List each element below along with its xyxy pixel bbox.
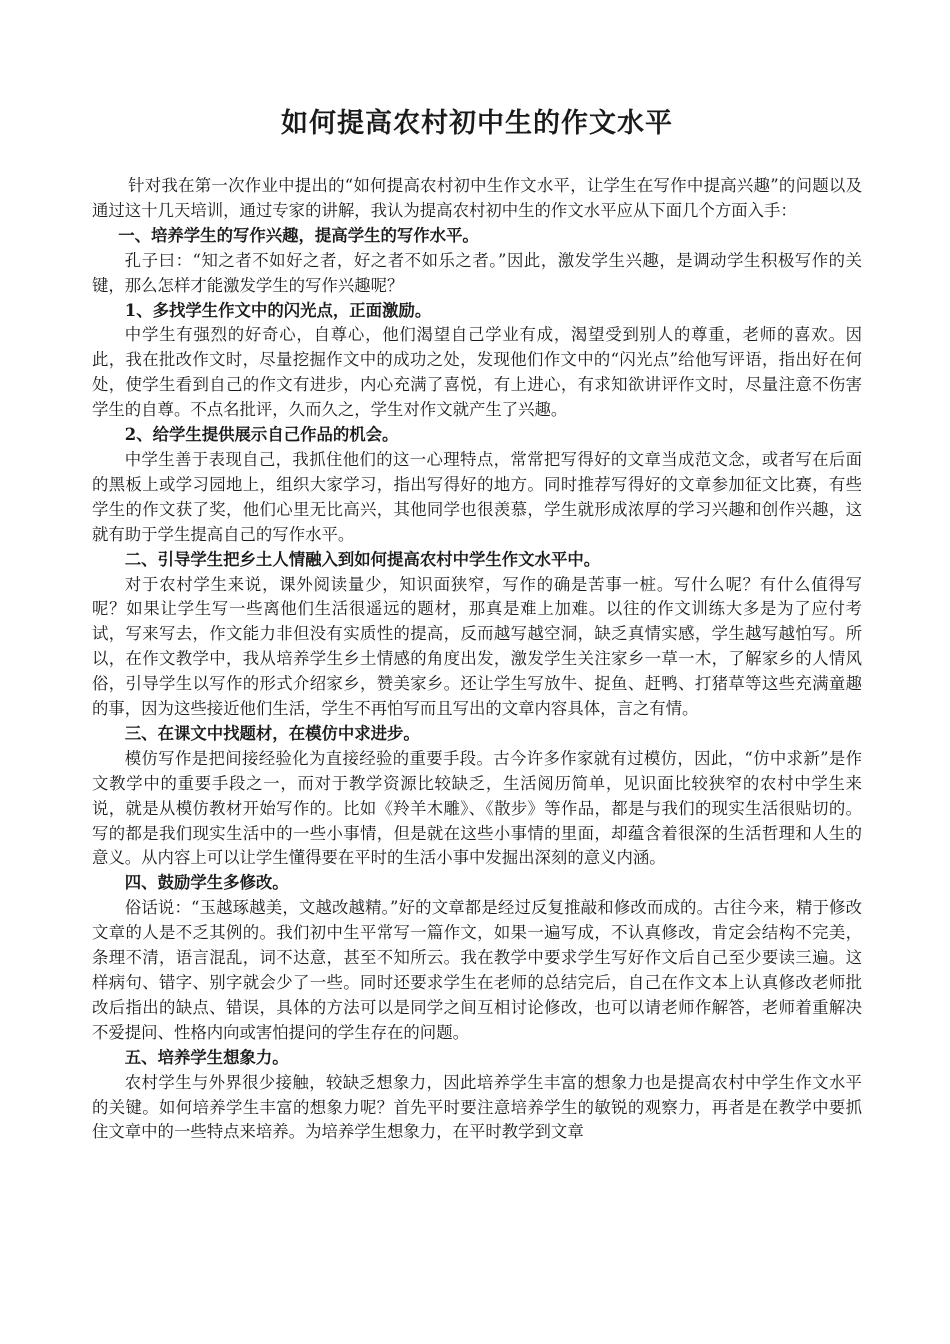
intro-paragraph: 针对我在第一次作业中提出的“如何提高农村初中生作文水平，让学生在写作中提高兴趣”的问题以及通过这十几天培训，通过专家的讲解，我认为提高农村初中生的作文水平应从下面几个方面入手： <box>92 176 862 220</box>
section-heading-2: 二、引导学生把乡土人情融入到如何提高农村中学生作文水平中。 <box>124 549 601 569</box>
section-heading-5: 五、培养学生想象力。 <box>124 1047 289 1067</box>
subsection-heading-1-2: 2、给学生提供展示自己作品的机会。 <box>124 425 399 445</box>
section-heading-1: 一、培养学生的写作兴趣，提高学生的写作水平。 <box>118 225 479 245</box>
section-4-paragraph: 俗话说：“玉越琢越美，文越改越精。”好的文章都是经过反复推敲和修改而成的。古往今来，精于修改文章的人是不乏其例的。我们初中生平常写一篇作文，如果一遍写成，不认真修改，肯定会结构不完美，条理不清，语言混乱，词不达意，甚至不知所云。我在教学中要求学生写好作文后自己至少要读三遍。这样病句、错字、别字就会少了一些。同时还要求学生在老师的总结完后，自己在作文本上认真修改老师批改后指出的缺点、错误，具体的方法可以是同学之间互相讨论修改，也可以请老师作解答，老师着重解决不爱提问、性格内向或害怕提问的学生存在的问题。 <box>92 898 862 1042</box>
section-2-paragraph: 对于农村学生来说，课外阅读量少，知识面狭窄，写作的确是苦事一桩。写什么呢？有什么值得写呢？如果让学生写一些离他们生活很遥远的题材，那真是难上加难。以往的作文训练大多是为了应付考试，写来写去，作文能力非但没有实质性的提高，反而越写越空洞，缺乏真情实感，学生越写越怕写。所以，在作文教学中，我从培养学生乡土情感的角度出发，激发学生关注家乡一草一木，了解家乡的人情风俗，引导学生以写作的形式介绍家乡，赞美家乡。还让学生写放牛、捉鱼、赶鸭、打猪草等这些充满童趣的事，因为这些接近他们生活，学生不再怕写而且写出的文章内容具体，言之有情。 <box>92 574 862 719</box>
section-3-paragraph: 模仿写作是把间接经验化为直接经验的重要手段。古今许多作家就有过模仿，因此，“仿中求新”是作文教学中的重要手段之一，而对于教学资源比较缺乏，生活阅历简单，见识面比较狭窄的农村中学生来说，就是从模仿教材开始写作的。比如《羚羊木雕》、《散步》等作品，都是与我们的现实生活很贴切的。写的都是我们现实生活中的一些小事情，但是就在这些小事情的里面，却蕴含着很深的生活哲理和人生的意义。从内容上可以让学生懂得要在平时的生活小事中发掘出深刻的意义内涵。 <box>92 748 862 868</box>
subsection-1-2-paragraph: 中学生善于表现自己，我抓住他们的这一心理特点，常常把写得好的文章当成范文念，或者写在后面的黑板上或学习园地上，组织大家学习，指出写得好的地方。同时推荐写得好的文章参加征文比赛，有些学生的作文获了奖，他们心里无比高兴，其他同学也很羡慕，学生就形成浓厚的学习兴趣和创作兴趣，这就有助于学生提高自己的写作水平。 <box>92 449 862 544</box>
document-body <box>92 174 862 1145</box>
subsection-heading-1-1: 1、多找学生作文中的闪光点，正面激励。 <box>124 300 432 320</box>
document-title: 如何提高农村初中生的作文水平 <box>281 108 673 139</box>
section-5-paragraph: 农村学生与外界很少接触，较缺乏想象力，因此培养学生丰富的想象力也是提高农村中学生作文水平的关键。如何培养学生丰富的想象力呢？首先平时要注意培养学生的敏锐的观察力，再者是在教学中要抓住文章中的一些特点来培养。为培养学生想象力，在平时教学到文章 <box>92 1072 862 1142</box>
section-1-paragraph: 孔子曰：“知之者不如好之者，好之者不如乐之者。”因此，激发学生兴趣，是调动学生积极写作的关键，那么怎样才能激发学生的写作兴趣呢？ <box>92 250 862 295</box>
section-heading-3: 三、在课文中找题材，在模仿中求进步。 <box>124 723 420 743</box>
section-heading-4: 四、鼓励学生多修改。 <box>124 873 289 893</box>
subsection-1-1-paragraph: 中学生有强烈的好奇心，自尊心，他们渴望自己学业有成，渴望受到别人的尊重，老师的喜欢。因此，我在批改作文时，尽量挖掘作文中的成功之处，发现他们作文中的“闪光点”给他写评语，指出好在何处，使学生看到自己的作文有进步，内心充满了喜悦，有上进心，有求知欲讲评作文时，尽量注意不伤害学生的自尊。不点名批评，久而久之，学生对作文就产生了兴趣。 <box>92 325 862 420</box>
